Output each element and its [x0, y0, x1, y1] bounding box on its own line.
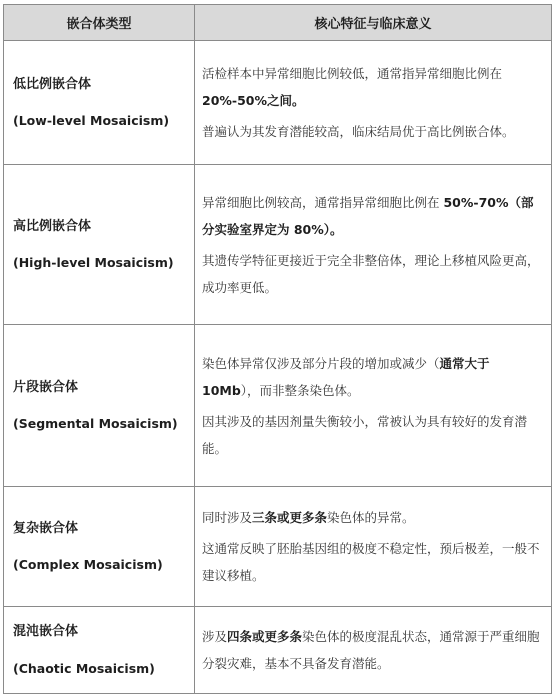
- description-paragraph: [202, 60, 545, 114]
- type-name-cn: 混沌嵌合体: [13, 624, 79, 640]
- highlight-text: 20%-50%之间: [202, 93, 293, 108]
- type-cell: [4, 487, 195, 607]
- description-text: 活检样本中异常细胞比例较低，通常指异常细胞比例在: [202, 66, 503, 81]
- description-paragraph: 其遗传学特征更接近于完全非整倍体，理论上移植风险更高，成功率更低。: [202, 252, 540, 295]
- type-name-cn: 高比例嵌合体: [13, 218, 92, 234]
- description-cell: [195, 165, 552, 325]
- type-name-cn: 低比例嵌合体: [13, 76, 92, 92]
- description-text: ），而非整条染色体。: [240, 382, 360, 398]
- table-row: [4, 41, 552, 165]
- table-row: [4, 325, 552, 487]
- highlight-text: 四条或更多条: [227, 629, 303, 644]
- type-name-en: (Low-level Mosaicism): [13, 113, 170, 129]
- table-row: [4, 165, 552, 325]
- type-name-en: (Segmental Mosaicism): [13, 416, 178, 432]
- type-cell: [4, 41, 195, 165]
- description-text: 同时涉及: [202, 510, 253, 525]
- type-cell: [4, 607, 195, 694]
- header-meaning: 核心特征与临床意义: [195, 5, 552, 41]
- type-name-cn: 片段嵌合体: [13, 379, 79, 395]
- description-text: 。: [330, 221, 343, 237]
- description-text: 染色体的异常。: [327, 510, 415, 525]
- description-paragraph: 因其涉及的基因剂量失衡较小，常被认为具有较好的发育潜能。: [202, 413, 528, 456]
- description-text: 。: [292, 93, 305, 108]
- description-paragraph: 普遍认为其发育潜能较高，临床结局优于高比例嵌合体。: [202, 124, 515, 139]
- description-text: 涉及: [202, 629, 228, 644]
- description-paragraph: [202, 504, 545, 531]
- description-cell: [195, 607, 552, 694]
- description-cell: [195, 41, 552, 165]
- type-cell: [4, 325, 195, 487]
- type-name-cn: 复杂嵌合体: [13, 520, 79, 536]
- table-row: [4, 487, 552, 607]
- type-name-en: (Chaotic Mosaicism): [13, 660, 155, 676]
- type-cell: [4, 165, 195, 325]
- highlight-text: 通常大于 10Mb: [202, 355, 490, 398]
- table-header-row: [4, 5, 552, 41]
- description-text: 染色体的极度混乱状态，通常源于严重细胞分裂灾难，基本不具备发育潜能。: [202, 629, 540, 671]
- description-cell: [195, 487, 552, 607]
- description-cell: [195, 325, 552, 487]
- highlight-text: 50%-70%（部分实验室界定为 80%）: [202, 194, 534, 237]
- description-paragraph: [202, 189, 545, 243]
- description-text: 染色体异常仅涉及部分片段的增加或减少（: [202, 355, 440, 371]
- header-type: 嵌合体类型: [4, 5, 195, 41]
- description-text: 异常细胞比例较高，通常指异常细胞比例在: [202, 194, 444, 210]
- description-paragraph: [202, 623, 545, 677]
- description-paragraph: [202, 350, 545, 404]
- description-paragraph: 这通常反映了胚胎基因组的极度不稳定性，预后极差，一般不建议移植。: [202, 541, 540, 583]
- type-name-en: (High-level Mosaicism): [13, 255, 174, 271]
- mosaicism-table: [3, 4, 552, 694]
- highlight-text: 三条或更多条: [252, 510, 328, 525]
- type-name-en: (Complex Mosaicism): [13, 557, 163, 573]
- table-row: [4, 607, 552, 694]
